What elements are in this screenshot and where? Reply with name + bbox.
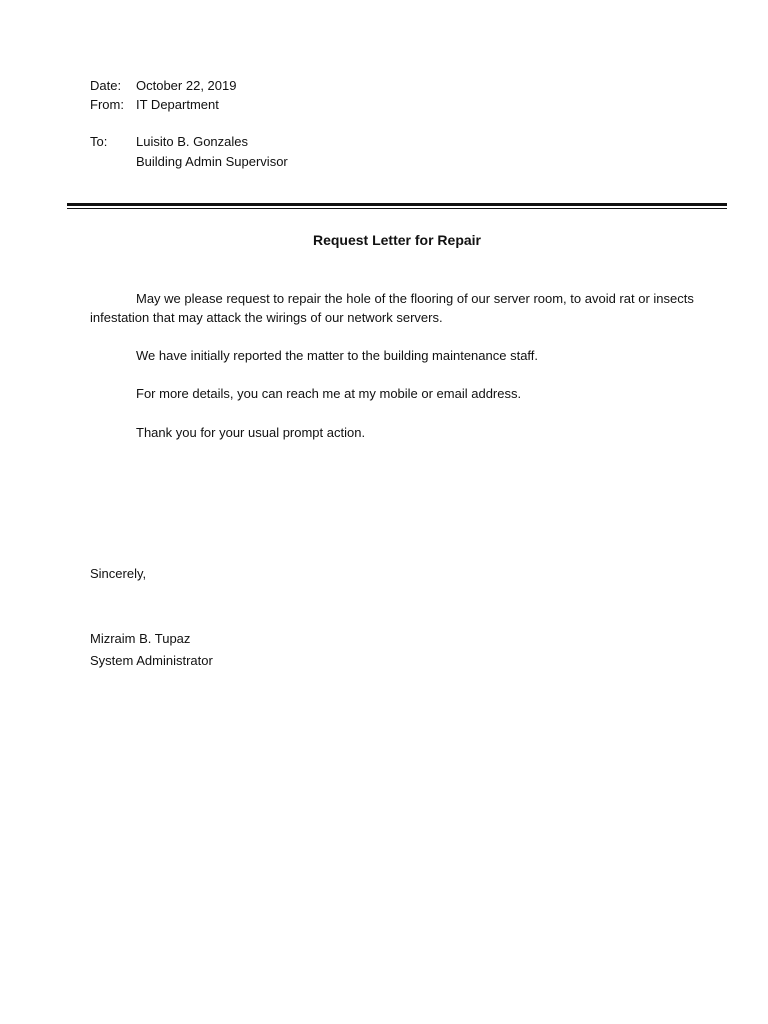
body-paragraph (90, 423, 700, 442)
to-label: To: (90, 134, 108, 149)
salutation: Sincerely, (90, 566, 147, 581)
body-paragraph (90, 289, 700, 327)
header-divider-thick (67, 203, 727, 206)
letter-title: Request Letter for Repair (312, 232, 482, 248)
signer-title: System Administrator (90, 653, 213, 668)
body-paragraph (90, 346, 700, 365)
body-paragraph (90, 384, 700, 403)
paragraph-details: For more details, you can reach me at my mobile or email address. (136, 386, 522, 401)
recipient-name: Luisito B. Gonzales (136, 134, 249, 149)
signer-name: Mizraim B. Tupaz (90, 631, 191, 646)
from-value: IT Department (136, 97, 219, 112)
paragraph-reported: We have initially reported the matter to the building maintenance staff. (136, 348, 539, 363)
from-label: From: (90, 97, 124, 112)
recipient-title: Building Admin Supervisor (136, 154, 288, 169)
paragraph-thanks: Thank you for your usual prompt action. (136, 425, 366, 440)
paragraph-request: May we please request to repair the hole of the flooring of our server room, to avoid rat or insects infestation that may attack the wirings of our network servers. (90, 291, 694, 325)
date-label: Date: (90, 78, 122, 93)
header-divider-thin (67, 208, 727, 209)
date-value: October 22, 2019 (136, 78, 237, 93)
